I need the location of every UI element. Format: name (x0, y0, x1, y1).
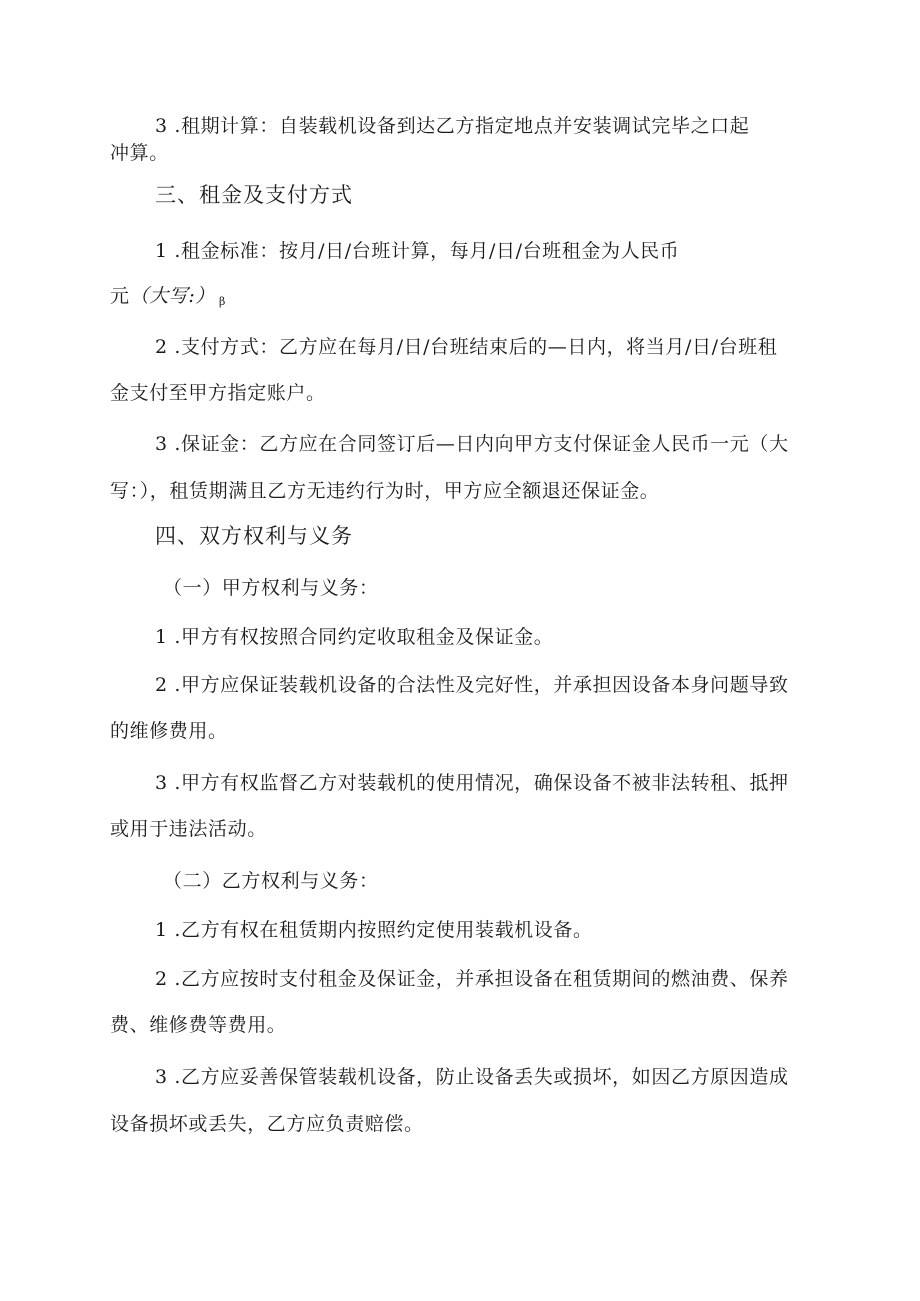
party-b-item-2-cont: 费、维修费等费用。 (110, 1014, 287, 1036)
section-heading-3: 三、租金及支付方式 (155, 183, 353, 207)
party-b-item-3-cont: 设备损坏或丢失，乙方应负责赔偿。 (110, 1113, 424, 1135)
party-b-item-3: 3 .乙方应妥善保管装载机设备，防止设备丢失或损坏，如因乙方原因造成 (155, 1066, 789, 1088)
clause-3-deposit: 3 .保证金：乙方应在合同签订后—日内向甲方支付保证金人民币一元（大 (155, 433, 789, 455)
section-heading-4: 四、双方权利与义务 (155, 524, 353, 548)
subsection-party-b: （二）乙方权利与义务： (163, 870, 379, 892)
party-a-item-3-cont: 或用于违法活动。 (110, 818, 267, 840)
party-b-item-1: 1 .乙方有权在租赁期内按照约定使用装载机设备。 (155, 919, 593, 941)
clause-1-rent-standard: 1 .租金标准：按月/日/台班计算，每月/日/台班租金为人民币 (155, 240, 680, 262)
amount-in-words: （大写:） (129, 285, 216, 307)
party-a-item-1: 1 .甲方有权按照合同约定收取租金及保证金。 (155, 626, 554, 648)
clause-2-payment-method-cont: 金支付至甲方指定账户。 (110, 382, 326, 404)
clause-3-rental-period-cont: 冲算。 (110, 142, 169, 164)
subsection-party-a: （一）甲方权利与义务： (163, 577, 379, 599)
party-a-item-3: 3 .甲方有权监督乙方对装载机的使用情况，确保设备不被非法转租、抵押 (155, 772, 789, 794)
clause-3-deposit-cont: 写：），租赁期满且乙方无违约行为时，甲方应全额退还保证金。 (110, 480, 660, 502)
party-b-item-2: 2 .乙方应按时支付租金及保证金，并承担设备在租赁期间的燃油费、保养 (155, 968, 789, 990)
clause-1-rent-standard-cont (110, 283, 226, 315)
clause-3-rental-period: 3 .租期计算：自装载机设备到达乙方指定地点并安装调试完毕之口起 (155, 115, 750, 137)
party-a-item-2: 2 .甲方应保证装载机设备的合法性及完好性，并承担因设备本身问题导致 (155, 674, 789, 696)
currency-unit: 元 (110, 285, 130, 307)
clause-2-payment-method: 2 .支付方式：乙方应在每月/日/台班结束后的—日内，将当月/日/台班租 (155, 336, 778, 358)
stray-mark: β (219, 295, 226, 308)
party-a-item-2-cont: 的维修费用。 (110, 720, 228, 742)
